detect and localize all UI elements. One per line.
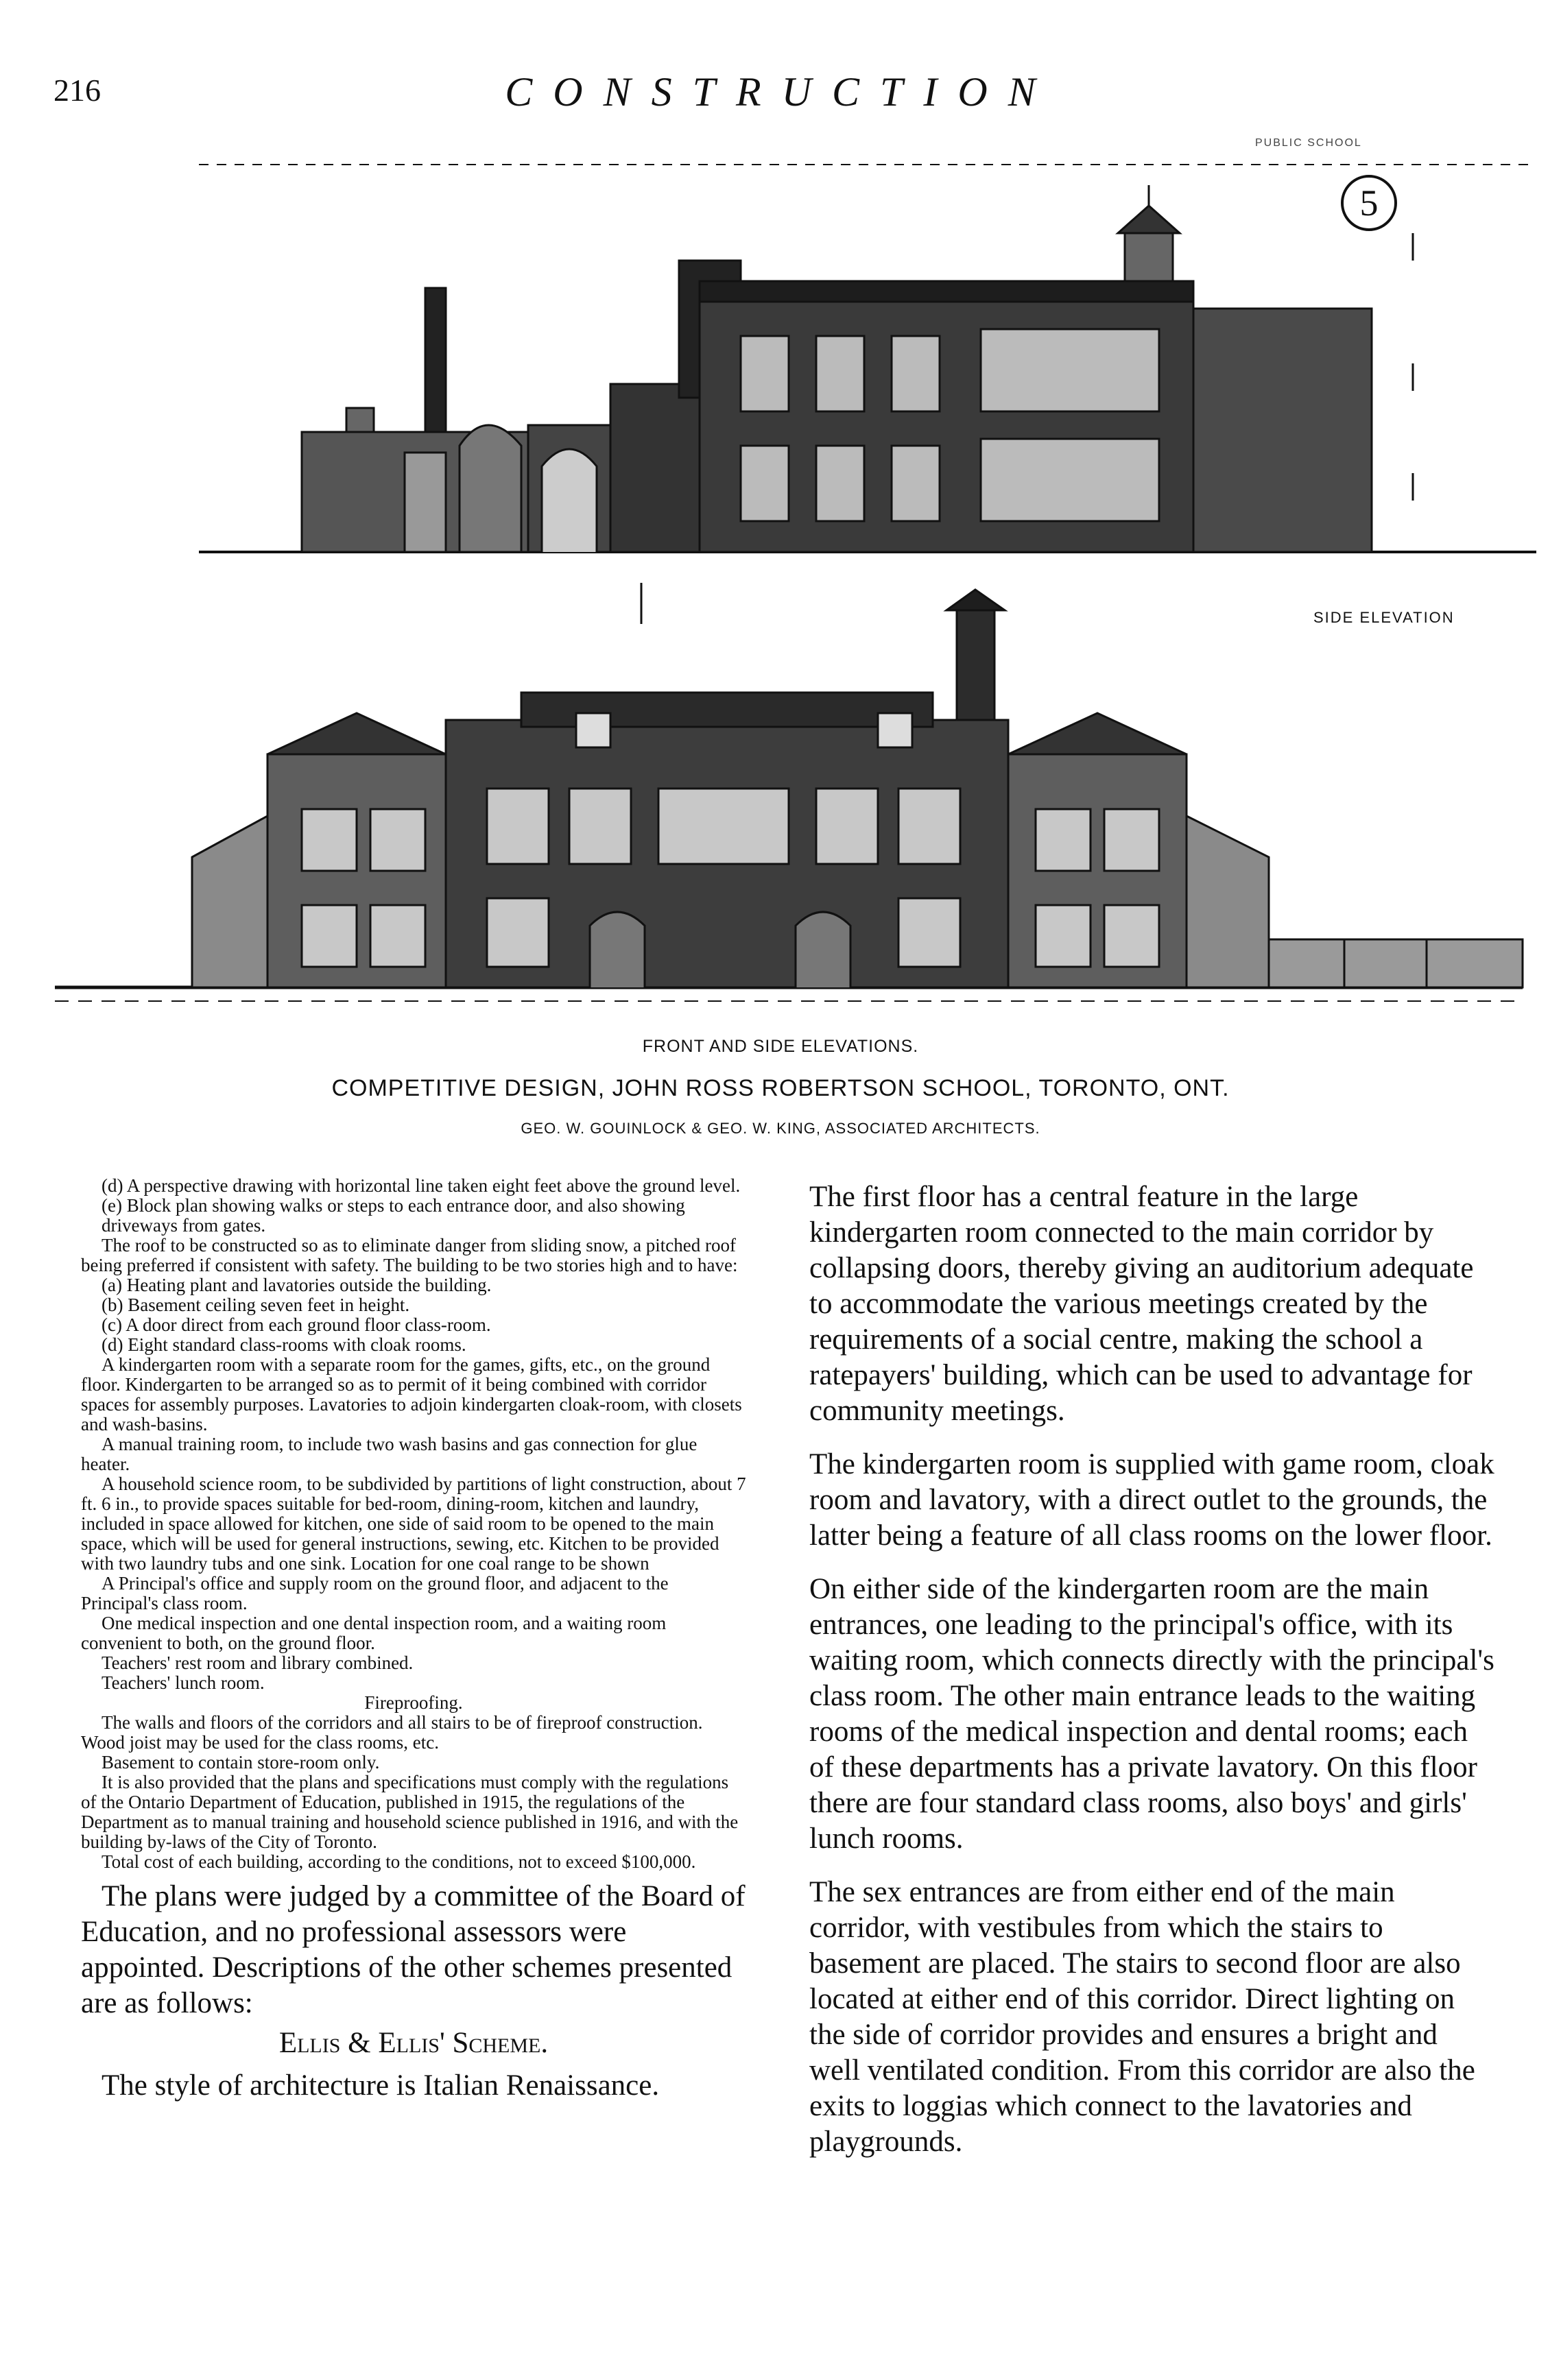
paragraph: A kindergarten room with a separate room for the games, gifts, etc., on the ground floor. Kindergarten to be arranged so as to permit of it being combined with corridor spaces for assembly purposes. Lavatories to adjoin kindergarten cloak-room, with closets and wash-basins. xyxy=(81,1354,742,1434)
paragraph: Basement to contain store-room only. xyxy=(102,1752,380,1772)
judging-paragraph: The plans were judged by a committee of the Board of Education, and no professional assessors were appointed. Descriptions of the other schemes presented are as follows: xyxy=(81,1880,746,2019)
paragraph: Total cost of each building, according to the conditions, not to exceed $100,000. xyxy=(102,1851,696,1872)
paragraph: A household science room, to be subdivided by partitions of light construction, about 7 ft. 6 in., to provide spaces suitable for bed-room, dining-room, kitchen and laundry, included in space allowed for kitchen, one side of said room to be opened to the main space, which will be used for general instructions, sewing, etc. Kitchen to be provided with two laundry tubs and one sink. Location for one coal range to be shown xyxy=(81,1474,746,1574)
paragraph: Teachers' rest room and library combined. xyxy=(102,1652,414,1673)
list-item: (d) Eight standard class-rooms with cloak rooms. xyxy=(102,1334,466,1355)
list-item: (a) Heating plant and lavatories outside the building. xyxy=(102,1275,492,1295)
paragraph: The roof to be constructed so as to eliminate danger from sliding snow, a pitched roof being preferred if consistent with safety. The building to be two stories high and to have: xyxy=(81,1235,738,1275)
paragraph: The kindergarten room is supplied with game room, cloak room and lavatory, with a direct outlet to the grounds, the latter being a feature of all class rooms on the lower floor. xyxy=(809,1448,1494,1552)
caption-elevations: FRONT AND SIDE ELEVATIONS. xyxy=(642,1037,919,1056)
caption-title: COMPETITIVE DESIGN, JOHN ROSS ROBERTSON SCHOOL, TORONTO, ONT. xyxy=(331,1075,1230,1101)
paragraph: A manual training room, to include two wash basins and gas connection for glue heater. xyxy=(81,1434,698,1474)
section-heading: Fireproofing. xyxy=(364,1692,463,1713)
list-item: (b) Basement ceiling seven feet in height. xyxy=(102,1295,410,1315)
paragraph: A Principal's office and supply room on the ground floor, and adjacent to the Principal's class room. xyxy=(81,1573,669,1613)
caption-architects: GEO. W. GOUINLOCK & GEO. W. KING, ASSOCIATED ARCHITECTS. xyxy=(521,1120,1040,1137)
paragraph: The sex entrances are from either end of the main corridor, with vestibules from which the stairs to basement are placed. The stairs to second floor are also located at either end of this corridor. Direct lighting on the side of corridor provides and ensures a bright and well ventilated condition. From this corridor are also the exits to loggias which connect to the lavatories and playgrounds. xyxy=(809,1876,1475,2158)
paragraph: One medical inspection and one dental inspection room, and a waiting room convenient to both, on the ground floor. xyxy=(81,1613,667,1653)
right-column xyxy=(809,1179,1495,2178)
paragraph: Teachers' lunch room. xyxy=(102,1672,265,1693)
running-head: CONSTRUCTION xyxy=(505,69,1056,115)
paragraph: On either side of the kindergarten room are the main entrances, one leading to the principal's office, with its waiting room, which connects directly with the principal's class room. The other main entrance leads to the waiting rooms of the medical inspection and dental rooms; each of these departments has a private lavatory. On this floor there are four standard class rooms, also boys' and girls' lunch rooms. xyxy=(809,1573,1494,1855)
scheme-heading: Ellis & Ellis' Scheme. xyxy=(278,2027,549,2059)
paragraph: The walls and floors of the corridors and all stairs to be of fireproof construction. Wood joist may be used for the class rooms, etc. xyxy=(81,1712,703,1753)
list-item: (e) Block plan showing walks or steps to each entrance door, and also showing driveways from gates. xyxy=(102,1195,685,1236)
page-number: 216 xyxy=(53,73,101,108)
paragraph: The first floor has a central feature in the large kindergarten room connected to the main corridor by collapsing doors, thereby giving an auditorium adequate to accommodate the various meetings created by the requirements of a social centre, making the school a ratepayers' building, which can be used to advantage for community meetings. xyxy=(809,1181,1474,1427)
plate-label: PUBLIC SCHOOL xyxy=(1255,137,1362,149)
left-column xyxy=(81,1176,746,2104)
paragraph: It is also provided that the plans and specifications must comply with the regulations of the Ontario Department of Education, published in 1915, the regulations of the Department as to manual training and household science published in 1916, and with the building by-laws of the City of Toronto. xyxy=(81,1772,739,1852)
style-paragraph: The style of architecture is Italian Renaissance. xyxy=(102,2069,660,2102)
plate-number: 5 xyxy=(1341,175,1397,231)
front-elevation-drawing xyxy=(41,583,1557,1022)
list-item: (d) A perspective drawing with horizontal line taken eight feet above the ground level. xyxy=(102,1175,741,1196)
side-elevation-label: SIDE ELEVATION xyxy=(1313,609,1455,626)
list-item: (c) A door direct from each ground floor class-room. xyxy=(102,1314,491,1335)
side-elevation-drawing xyxy=(199,158,1550,562)
